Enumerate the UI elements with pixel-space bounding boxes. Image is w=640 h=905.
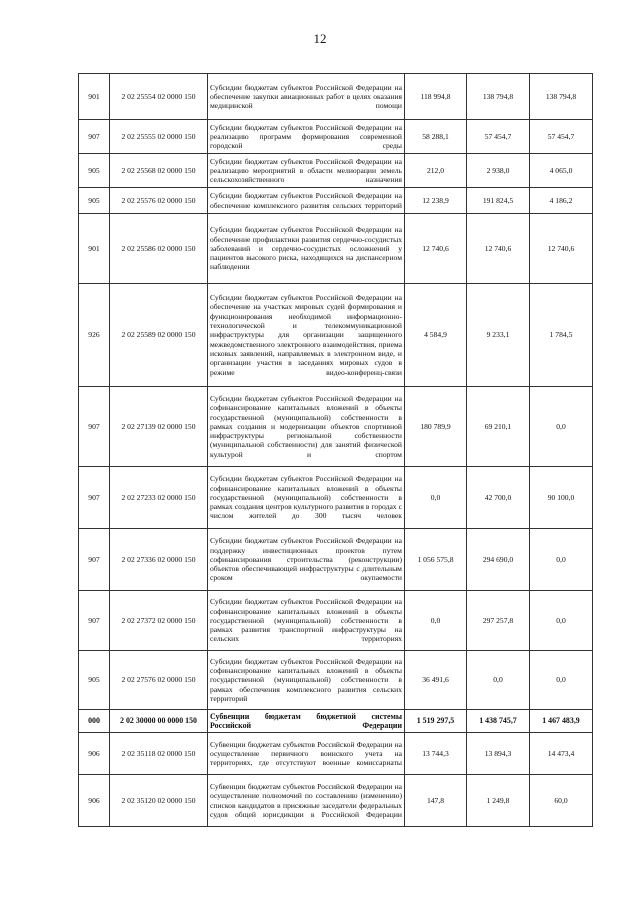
amount-year-2-cell: 138 794,8 (467, 74, 530, 120)
budget-table (78, 73, 593, 827)
income-description-cell: Субсидии бюджетам субъектов Российской Федерации на софинансирование капитальных вложений в объекты государственной (муниципальной) собственности в рамках создания и модернизации объектов спортивной инфраструктуры региональной собственности (муниципальной собственности) для занятий физической культурой и спортом (208, 387, 405, 467)
amount-year-1-cell: 147,8 (405, 775, 467, 827)
amount-year-1-cell: 4 584,9 (405, 284, 467, 387)
budget-classification-code-cell: 2 02 25555 02 0000 150 (110, 120, 208, 154)
amount-year-2-cell: 69 210,1 (467, 387, 530, 467)
agency-code-cell: 907 (79, 387, 110, 467)
amount-year-2-cell: 297 257,8 (467, 591, 530, 651)
amount-year-2-cell: 57 454,7 (467, 120, 530, 154)
agency-code-cell: 905 (79, 154, 110, 188)
amount-year-2-cell: 294 690,0 (467, 529, 530, 591)
amount-year-2-cell: 9 233,1 (467, 284, 530, 387)
amount-year-3-cell: 14 473,4 (530, 733, 593, 775)
amount-year-3-cell: 4 065,0 (530, 154, 593, 188)
income-description-cell: Субсидии бюджетам субъектов Российской Федерации на реализацию мероприятий в области мелиорации земель сельскохозяйственного назначения (208, 154, 405, 188)
agency-code-cell: 906 (79, 775, 110, 827)
agency-code-cell: 905 (79, 651, 110, 710)
table-row (79, 74, 593, 120)
amount-year-3-cell: 60,0 (530, 775, 593, 827)
agency-code-cell: 905 (79, 188, 110, 214)
budget-classification-code-cell: 2 02 35120 02 0000 150 (110, 775, 208, 827)
amount-year-3-cell: 0,0 (530, 387, 593, 467)
amount-year-2-cell: 13 894,3 (467, 733, 530, 775)
table-row (79, 467, 593, 529)
amount-year-1-cell: 0,0 (405, 467, 467, 529)
budget-classification-code-cell: 2 02 25586 02 0000 150 (110, 214, 208, 284)
income-description-cell: Субсидии бюджетам субъектов Российской Федерации на обеспечение комплексного развития сельских территорий (208, 188, 405, 214)
income-description-cell: Субсидии бюджетам субъектов Российской Федерации на поддержку инвестиционных проектов путем софинансирования строительства (реконструкции) объектов обеспечивающей инфраструктуры с длительным сроком окупаемости (208, 529, 405, 591)
table-row (79, 710, 593, 733)
table-row (79, 733, 593, 775)
amount-year-1-cell: 180 789,9 (405, 387, 467, 467)
agency-code-cell: 907 (79, 529, 110, 591)
income-description-cell: Субсидии бюджетам субъектов Российской Федерации на обеспечение на участках мировых судей формирования и функционирования необходимой информационно-технологической и телекоммуникационной инфраструктуры для организации защищенного межведомственного электронного взаимодействия, приема исковых заявлений, направляемых в электронном виде, и организации участия в заседаниях мировых судов в режиме видео-конференц-связи (208, 284, 405, 387)
agency-code-cell: 907 (79, 591, 110, 651)
amount-year-3-cell: 1 784,5 (530, 284, 593, 387)
amount-year-1-cell: 1 056 575,8 (405, 529, 467, 591)
amount-year-1-cell: 58 288,1 (405, 120, 467, 154)
agency-code-cell: 907 (79, 467, 110, 529)
amount-year-2-cell: 1 438 745,7 (467, 710, 530, 733)
amount-year-3-cell: 4 186,2 (530, 188, 593, 214)
income-description-cell: Субсидии бюджетам субъектов Российской Федерации на обеспечение закупки авиационных работ в целях оказания медицинской помощи (208, 74, 405, 120)
agency-code-cell: 901 (79, 74, 110, 120)
budget-classification-code-cell: 2 02 25568 02 0000 150 (110, 154, 208, 188)
agency-code-cell: 907 (79, 120, 110, 154)
table-row (79, 284, 593, 387)
income-description-cell: Субсидии бюджетам субъектов Российской Федерации на софинансирование капитальных вложений в объекты государственной (муниципальной) собственности в рамках развития транспортной инфраструктуры на сельских территориях (208, 591, 405, 651)
income-description-cell: Субсидии бюджетам субъектов Российской Федерации на реализацию программ формирования современной городской среды (208, 120, 405, 154)
amount-year-1-cell: 12 740,6 (405, 214, 467, 284)
budget-classification-code-cell: 2 02 25589 02 0000 150 (110, 284, 208, 387)
amount-year-1-cell: 36 491,6 (405, 651, 467, 710)
table-row (79, 529, 593, 591)
income-description-cell: Субвенции бюджетам бюджетной системы Российской Федерации (208, 710, 405, 733)
amount-year-1-cell: 1 519 297,5 (405, 710, 467, 733)
table-row (79, 387, 593, 467)
budget-classification-code-cell: 2 02 35118 02 0000 150 (110, 733, 208, 775)
income-description-cell: Субвенции бюджетам субъектов Российской Федерации на осуществление полномочий по составлению (изменению) списков кандидатов в присяжные заседатели федеральных судов общей юрисдикции в Российской Федерации (208, 775, 405, 827)
agency-code-cell: 000 (79, 710, 110, 733)
amount-year-3-cell: 12 740,6 (530, 214, 593, 284)
amount-year-3-cell: 0,0 (530, 529, 593, 591)
page-number: 12 (313, 31, 327, 46)
amount-year-2-cell: 42 700,0 (467, 467, 530, 529)
amount-year-3-cell: 138 794,8 (530, 74, 593, 120)
agency-code-cell: 901 (79, 214, 110, 284)
table-row (79, 154, 593, 188)
amount-year-3-cell: 0,0 (530, 591, 593, 651)
amount-year-2-cell: 191 824,5 (467, 188, 530, 214)
budget-classification-code-cell: 2 02 25554 02 0000 150 (110, 74, 208, 120)
amount-year-2-cell: 2 938,0 (467, 154, 530, 188)
amount-year-2-cell: 12 740,6 (467, 214, 530, 284)
agency-code-cell: 906 (79, 733, 110, 775)
budget-classification-code-cell: 2 02 25576 02 0000 150 (110, 188, 208, 214)
budget-classification-code-cell: 2 02 27233 02 0000 150 (110, 467, 208, 529)
table-row (79, 188, 593, 214)
amount-year-1-cell: 12 238,9 (405, 188, 467, 214)
amount-year-1-cell: 212,0 (405, 154, 467, 188)
income-description-cell: Субвенции бюджетам субъектов Российской Федерации на осуществление первичного воинского учета на территориях, где отсутствуют военные комиссариаты (208, 733, 405, 775)
table-row (79, 120, 593, 154)
income-description-cell: Субсидии бюджетам субъектов Российской Федерации на софинансирование капитальных вложений в объекты государственной (муниципальной) собственности в рамках создания центров культурного развития в городах с числом жителей до 300 тысяч человек (208, 467, 405, 529)
budget-classification-code-cell: 2 02 27336 02 0000 150 (110, 529, 208, 591)
table-body (79, 74, 593, 827)
amount-year-2-cell: 0,0 (467, 651, 530, 710)
table-row (79, 775, 593, 827)
income-description-cell: Субсидии бюджетам субъектов Российской Федерации на софинансирование капитальных вложений в объекты государственной (муниципальной) собственности в рамках обеспечения комплексного развития сельских территорий (208, 651, 405, 710)
table-row (79, 591, 593, 651)
agency-code-cell: 926 (79, 284, 110, 387)
table-row (79, 651, 593, 710)
amount-year-3-cell: 1 467 483,9 (530, 710, 593, 733)
amount-year-3-cell: 57 454,7 (530, 120, 593, 154)
amount-year-3-cell: 90 100,0 (530, 467, 593, 529)
budget-classification-code-cell: 2 02 30000 00 0000 150 (110, 710, 208, 733)
amount-year-3-cell: 0,0 (530, 651, 593, 710)
amount-year-1-cell: 0,0 (405, 591, 467, 651)
amount-year-1-cell: 13 744,3 (405, 733, 467, 775)
amount-year-1-cell: 118 994,8 (405, 74, 467, 120)
budget-classification-code-cell: 2 02 27139 02 0000 150 (110, 387, 208, 467)
income-description-cell: Субсидии бюджетам субъектов Российской Федерации на обеспечение профилактики развития сердечно-сосудистых заболеваний и сердечно-сосудистых осложнений у пациентов высокого риска, находящихся на диспансерном наблюдении (208, 214, 405, 284)
budget-classification-code-cell: 2 02 27372 02 0000 150 (110, 591, 208, 651)
table-row (79, 214, 593, 284)
amount-year-2-cell: 1 249,8 (467, 775, 530, 827)
budget-classification-code-cell: 2 02 27576 02 0000 150 (110, 651, 208, 710)
